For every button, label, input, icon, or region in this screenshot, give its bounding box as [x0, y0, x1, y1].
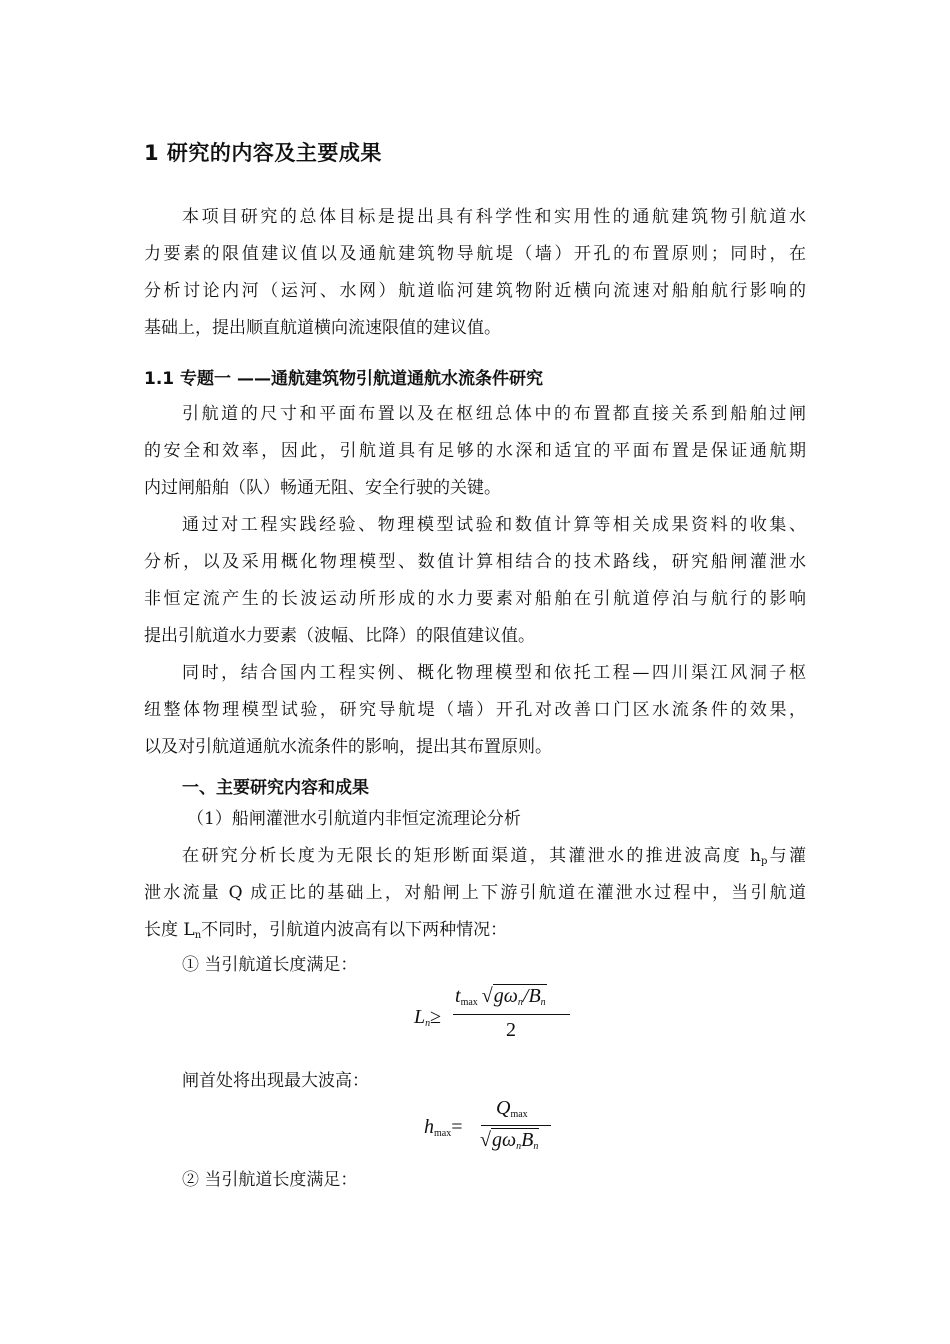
section-heading: 1 研究的内容及主要成果 [144, 141, 382, 165]
intro-line-2: 力要素的限值建议值以及通航建筑物导航堤（墙）开孔的布置原则；同时，在 [144, 244, 806, 264]
subsection-heading: 1.1 专题一 ——通航建筑物引航道通航水流条件研究 [144, 369, 543, 389]
formula-1-numerator: $t_{max}$ $√g\omega_n/B_n$ [455, 985, 546, 1008]
para3-line-2: 纽整体物理模型试验，研究导航堤（墙）开孔对改善口门区水流条件的效果， [144, 700, 806, 720]
formula-1-fraction-bar [453, 1014, 570, 1015]
intro-line-1: 本项目研究的总体目标是提出具有科学性和实用性的通航建筑物引航道水 [182, 207, 806, 227]
para4-line-3-text: 长度 L [144, 920, 195, 940]
case-2-label: ② 当引航道长度满足： [182, 1170, 358, 1190]
item-1-title: （1）船闸灌泄水引航道内非恒定流理论分析 [187, 809, 521, 829]
para4-line-1-text: 在研究分析长度为无限长的矩形断面渠道，其灌泄水的推进波高度 h [182, 846, 761, 866]
formula-2-fraction-bar [481, 1125, 551, 1126]
para4-line-3 [144, 919, 507, 947]
para1-line-3: 内过闸船舶（队）畅通无阻、安全行驶的关键。 [144, 478, 501, 498]
para1-line-1: 引航道的尺寸和平面布置以及在枢纽总体中的布置都直接关系到船舶过闸 [182, 404, 806, 424]
para2-line-3: 非恒定流产生的长波运动所形成的水力要素对船舶在引航道停泊与航行的影响 [144, 589, 806, 609]
main-results-heading: 一、主要研究内容和成果 [182, 778, 369, 798]
para2-line-4: 提出引航道水力要素（波幅、比降）的限值建议值。 [144, 626, 535, 646]
para2-line-2: 分析，以及采用概化物理模型、数值计算相结合的技术路线，研究船闸灌泄水 [144, 552, 806, 572]
para3-line-3: 以及对引航道通航水流条件的影响，提出其布置原则。 [144, 737, 552, 757]
para1-line-2: 的安全和效率，因此，引航道具有足够的水深和适宜的平面布置是保证通航期 [144, 441, 806, 461]
para2-line-1: 通过对工程实践经验、物理模型试验和数值计算等相关成果资料的收集、 [182, 515, 806, 535]
intro-line-3: 分析讨论内河（运河、水网）航道临河建筑物附近横向流速对船舶航行影响的 [144, 281, 806, 301]
formula-2-denominator: $√g\omega_nB_n$ [480, 1129, 539, 1152]
formula-1-denominator: 2 [506, 1019, 516, 1041]
para4-line-2: 泄水流量 Q 成正比的基础上，对船闸上下游引航道在灌泄水过程中，当引航道 [144, 883, 806, 903]
para4-line-3-end: 不同时，引航道内波高有以下两种情况： [201, 920, 508, 940]
para4-line-1-end: 与灌 [767, 846, 806, 866]
case-1-label: ① 当引航道长度满足： [182, 955, 358, 975]
gate-text: 闸首处将出现最大波高： [182, 1071, 369, 1091]
para4-line-1 [182, 845, 806, 873]
para4-sub-p: p [760, 856, 768, 867]
para3-line-1: 同时，结合国内工程实例、概化物理模型和依托工程—四川渠江风洞子枢 [182, 663, 806, 683]
para4-sub-n: n [194, 930, 202, 941]
intro-line-4: 基础上，提出顺直航道横向流速限值的建议值。 [144, 318, 501, 338]
formula-2-lhs: $h_{max}=$ [424, 1116, 463, 1139]
formula-1-lhs: $L_n\ge$ [414, 1006, 442, 1029]
formula-2-numerator: $Q_{max}$ [496, 1097, 528, 1120]
